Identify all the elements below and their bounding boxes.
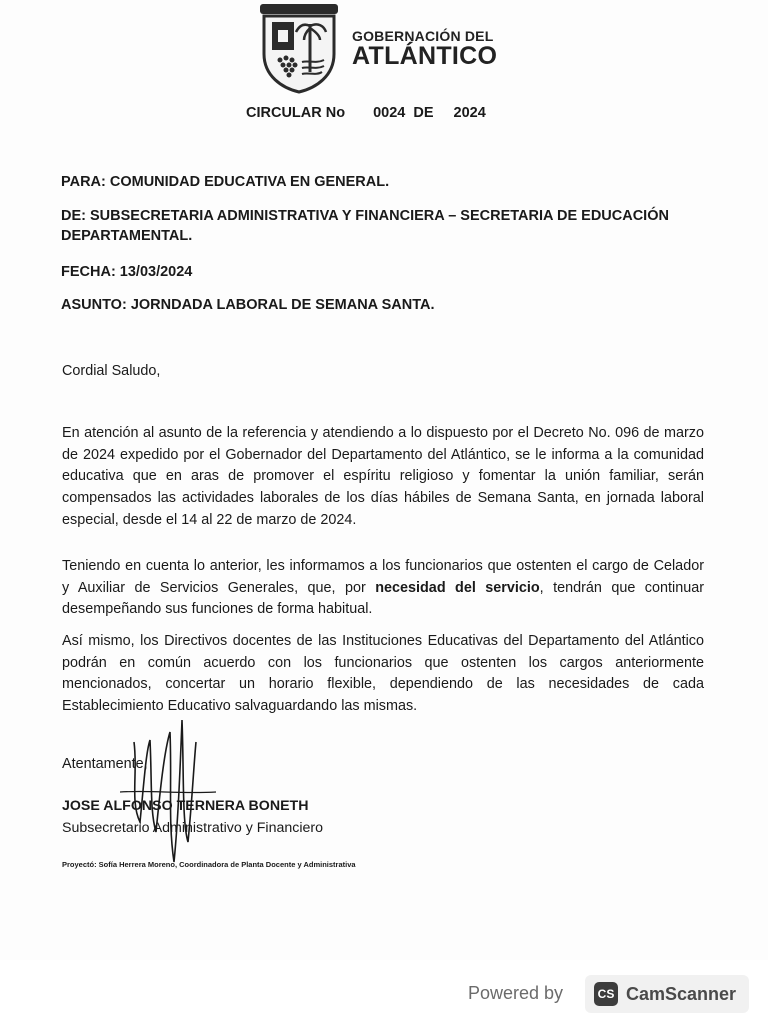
p2-text-before: Teniendo en cuenta lo anterior, les informamos a los funcionarios que ostenten el cargo de Celador y Auxiliar de Servicios Generales, que, por	[62, 558, 704, 596]
body-paragraph-1: En atención al asunto de la referencia y atendiendo a lo dispuesto por el Decreto No. 096 de marzo de 2024 expedido por el Gobernador del Departamento del Atlántico, se le informa a la comunidad educativa que en aras de promover el espíritu religioso y fomentar la unión familiar, serán compensados las actividades laborales de los días hábiles de Semana Santa, en jornada laboral especial, desde el 14 al 22 de marzo de 2024.	[62, 425, 704, 528]
prepared-by-note: Proyectó: Sofía Herrera Moreno, Coordinadora de Planta Docente y Administrativa	[62, 860, 356, 869]
meta-para: PARA: COMUNIDAD EDUCATIVA EN GENERAL.	[61, 174, 390, 190]
circular-label: CIRCULAR No	[246, 105, 346, 121]
body-paragraph-3: Así mismo, los Directivos docentes de las Instituciones Educativas del Departamento del Atlántico podrán en común acuerdo con los funcionarios que ostenten los cargos anteriormente mencionados, concertar un horario flexible, dependiendo de las necesidades de cada Establecimiento Educativo salvaguardando las mismas.	[62, 633, 704, 715]
body-paragraph-2	[62, 556, 704, 621]
signer-name: JOSE ALFONSO TERNERA BONETH	[62, 798, 309, 814]
meta-de: DE: SUBSECRETARIA ADMINISTRATIVA Y FINANCIERA – SECRETARIA DE EDUCACIÓN DEPARTAMENTAL.	[61, 208, 669, 244]
camscanner-name: CamScanner	[626, 984, 737, 1004]
p2-text-after: , tendrán que continuar desempeñando sus funciones de forma habitual.	[62, 579, 704, 618]
greeting: Cordial Saludo,	[62, 363, 161, 379]
meta-fecha: FECHA: 13/03/2024	[61, 264, 193, 280]
meta-asunto: ASUNTO: JORNDADA LABORAL DE SEMANA SANTA.	[61, 297, 435, 313]
circular-year: 2024	[453, 105, 486, 121]
signer-role: Subsecretario Administrativo y Financiero	[62, 820, 324, 836]
camscanner-logo-icon: CS	[594, 982, 618, 1006]
letterhead	[258, 2, 518, 94]
org-name-line2: ATLÁNTICO	[352, 42, 498, 70]
circular-number: 0024	[373, 105, 406, 121]
p2-bold-text: necesidad del servicio	[375, 579, 540, 596]
coat-of-arms-icon	[258, 2, 340, 94]
salutation: Atentamente,	[62, 756, 148, 772]
circular-de: DE	[413, 105, 434, 121]
powered-by-label: Powered by	[468, 983, 564, 1003]
circular-number-line	[246, 105, 486, 121]
org-name-line1: GOBERNACIÓN DEL	[352, 28, 494, 44]
handwritten-signature	[120, 712, 220, 882]
